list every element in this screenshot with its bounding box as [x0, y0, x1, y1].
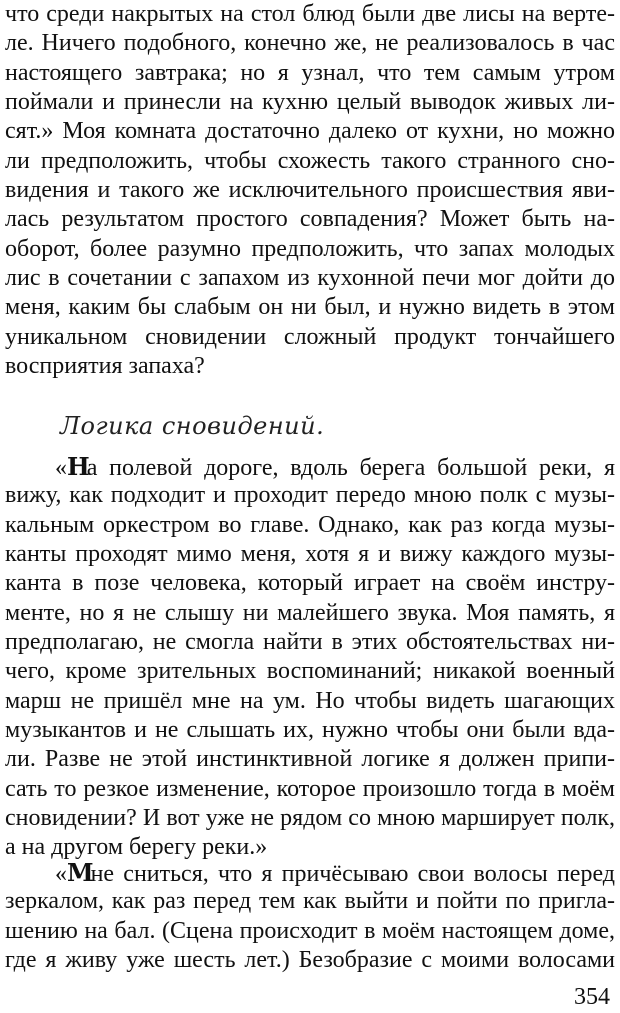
paragraph-line: музыкантов и не слышать их, нужно чтобы они были вда- — [5, 717, 615, 744]
paragraph-line: сать то резкое изменение, которое произошло тогда в моём — [5, 775, 615, 802]
paragraph-line: сновидении? И вот уже не рядом со мною марширует полк, — [5, 805, 615, 832]
paragraph-line: предполагаю, не смогла найти в этих обстоятельствах ни- — [5, 629, 615, 656]
paragraph-line: канта в позе человека, который играет на своём инстру- — [5, 570, 615, 597]
paragraph-line: вижу, как подходит и проходит передо мною полк с музы- — [5, 482, 615, 509]
paragraph-line: где я живу уже шесть лет.) Безобразие с моими волосами — [5, 947, 615, 974]
paragraph-first-line — [5, 858, 615, 887]
paragraph-line: уникальном сновидении сложный продукт тончайшего — [5, 323, 615, 350]
paragraph-line: сят.» Моя комната достаточно далеко от кухни, но можно — [5, 118, 615, 145]
paragraph-line: что среди накрытых на стол блюд были две лисы на верте- — [5, 1, 615, 27]
paragraph-line: лис в сочетании с запахом из кухонной печи мог дойти до — [5, 265, 615, 292]
paragraph-line: чего, кроме зрительных воспоминаний; никакой военный — [5, 658, 615, 685]
paragraph-line: марш не пришёл мне на ум. Но чтобы видеть шагающих — [5, 687, 615, 714]
paragraph-line: восприятия запаха? — [5, 353, 205, 380]
opening-quote: « — [55, 455, 67, 481]
paragraph-line: а на другом берегу реки.» — [5, 834, 268, 861]
page-number: 354 — [574, 984, 610, 1010]
paragraph-line: оборот, более разумно предположить, что запах молодых — [5, 235, 615, 262]
paragraph-line: ли. Разве не этой инстинктивной логике я должен припи- — [5, 746, 615, 773]
paragraph-line: поймали и принесли на кухню целый выводок живых ли- — [5, 89, 615, 116]
drop-cap: М — [67, 858, 91, 887]
paragraph-line: настоящего завтрака; но я узнал, что тем самым утром — [5, 59, 615, 86]
paragraph-line: лась результатом простого совпадения? Может быть на- — [5, 206, 615, 233]
paragraph-line: видения и такого же исключительного происшествия яви- — [5, 177, 615, 204]
paragraph-line: кальным оркестром во главе. Однако, как раз когда музы- — [5, 511, 615, 538]
paragraph-line-text: а полевой дороге, вдоль берега большой реки, я — [86, 455, 615, 481]
drop-cap: Н — [67, 452, 87, 481]
paragraph-3 — [5, 858, 615, 975]
paragraph-line-text: не сниться, что я причёсываю свои волосы перед — [90, 861, 615, 887]
paragraph-line: ли предположить, чтобы схожесть такого странного сно- — [5, 147, 615, 174]
paragraph-2 — [5, 452, 615, 863]
paragraph-1 — [5, 0, 615, 381]
paragraph-line: ле. Ничего подобного, конечно же, не реализовалось в час — [5, 30, 615, 57]
paragraph-line: шению на бал. (Сцена происходит в моём настоящем доме, — [5, 917, 615, 944]
opening-quote: « — [55, 861, 67, 887]
paragraph-line: зеркалом, как раз перед тем как выйти и пойти по пригла- — [5, 888, 615, 915]
paragraph-first-line — [5, 452, 615, 481]
paragraph-line: менте, но я не слышу ни малейшего звука. Моя память, я — [5, 599, 615, 626]
paragraph-line: меня, каким бы слабым он ни был, и нужно видеть в этом — [5, 294, 615, 321]
paragraph-line: канты проходят мимо меня, хотя я и вижу каждого музы- — [5, 541, 615, 568]
section-heading: Логика сновидений. — [60, 412, 325, 440]
